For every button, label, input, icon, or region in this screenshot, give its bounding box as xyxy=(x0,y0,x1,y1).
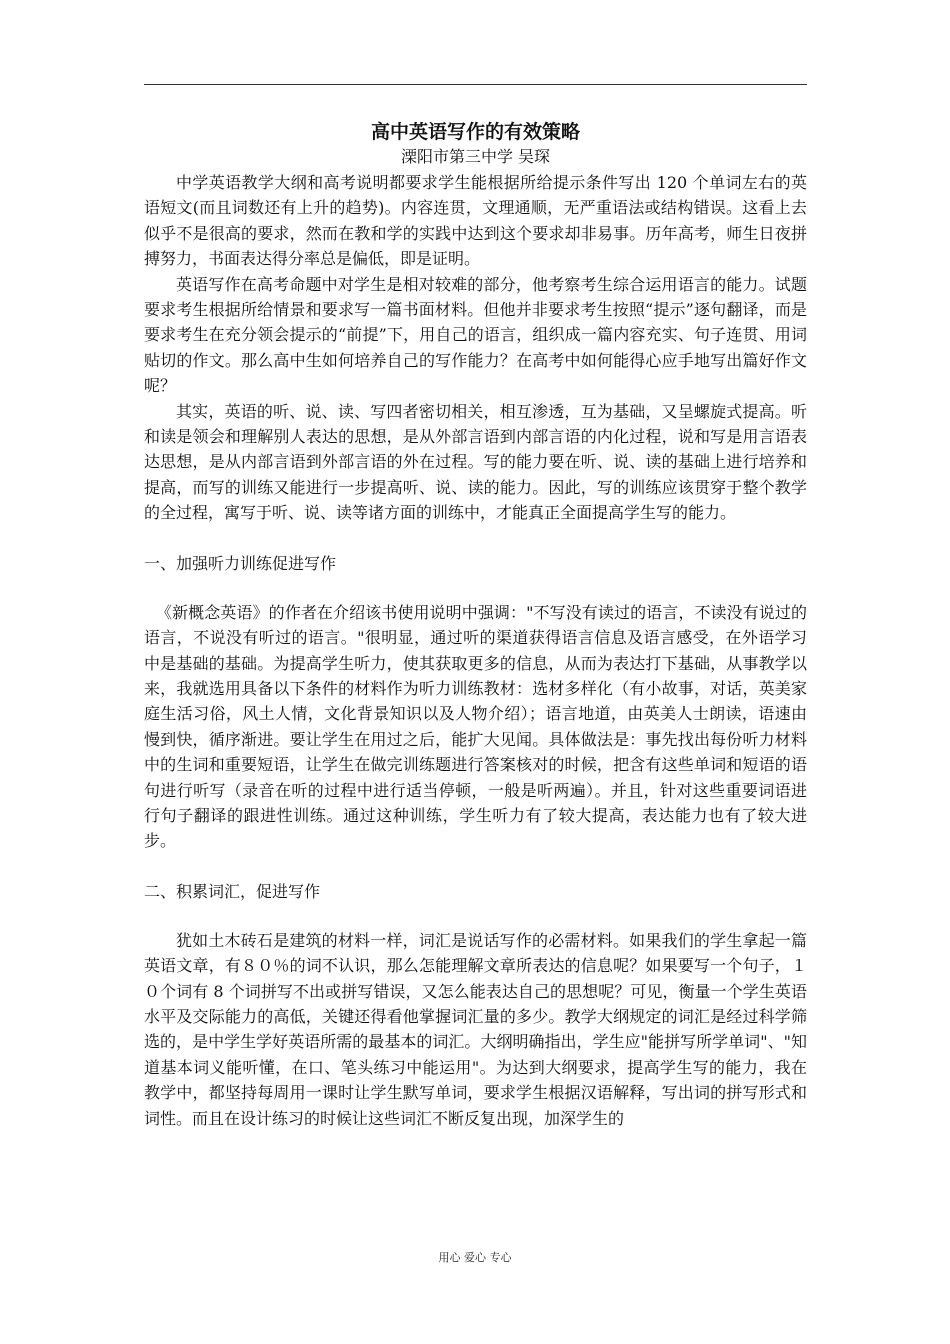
intro-paragraph-2: 英语写作在高考命题中对学生是相对较难的部分，他考察考生综合运用语言的能力。试题要求考生根据所给情景和要求写一篇书面材料。但他并非要求考生按照“提示”逐句翻译，而是要求考生在充分领会提示的“前提”下，用自己的语言，组织成一篇内容充实、句子连贯、用词贴切的作文。那么高中生如何培养自己的写作能力？在高考中如何能得心应手地写出篇好作文呢？ xyxy=(144,274,807,396)
document-title: 高中英语写作的有效策略 xyxy=(370,121,580,143)
section-2-heading: 二、积累词汇，促进写作 xyxy=(144,881,321,901)
spacer xyxy=(144,576,807,600)
section-1-heading: 一、加强听力训练促进写作 xyxy=(144,553,337,573)
spacer xyxy=(144,526,807,551)
section-1-paragraph: 《新概念英语》的作者在介绍该书使用说明中强调："不写没有读过的语言，不读没有说过的语言，不说没有听过的语言。"很明显，通过听的渠道获得语言信息及语言感受，在外语学习中是基础的基础。为提高学生听力，使其获取更多的信息，从而为表达打下基础，从事教学以来，我就选用具备以下条件的材料作为听力训练教材：选材多样化（有小故事，对话，英美家庭生活习俗，风土人情，文化背景知识以及人物介绍）；语言地道，由英美人士朗读，语速由慢到快，循序渐进。要让学生在用过之后，能扩大见闻。具体做法是：事先找出每份听力材料中的生词和重要短语，让学生在做完训练题进行答案核对的时候，把含有这些单词和短语的语句进行听写（录音在听的过程中进行适当停顿，一般是听两遍）。并且，针对这些重要词语进行句子翻译的跟进性训练。通过这种训练，学生听力有了较大提高，表达能力也有了较大进步。 xyxy=(144,602,807,851)
document-body xyxy=(144,118,807,1131)
header-rule xyxy=(144,84,807,85)
intro-paragraph-3: 其实，英语的听、说、读、写四者密切相关，相互渗透，互为基础，又呈螺旋式提高。听和读是领会和理解别人表达的思想，是从外部言语到内部言语的内化过程，说和写是用言语表达思想，是从内部言语到外部言语的外在过程。写的能力要在听、说、读的基础上进行培养和提高，而写的训练又能进行一步提高听、说、读的能力。因此，写的训练应该贯穿于整个教学的全过程，寓写于听、说、读等诸方面的训练中，才能真正全面提高学生写的能力。 xyxy=(144,401,807,523)
section-2-paragraph: 犹如土木砖石是建筑的材料一样，词汇是说话写作的必需材料。如果我们的学生拿起一篇英语文章，有８０％的词不认识，那么怎能理解文章所表达的信息呢？如果要写一个句子，１０个词有 8 个词拼写不出或拼写错误，又怎么能表达自己的思想呢？可见，衡量一个学生英语水平及交际能力的高低，关键还得看他掌握词汇量的多少。教学大纲规定的词汇是经过科学筛选的，是中学生学好英语所需的最基本的词汇。大纲明确指出，学生应"能拼写所学单词"、"知道基本词义能听懂，在口、笔头练习中能运用"。为达到大纲要求，提高学生写的能力，我在教学中，都坚持每周用一课时让学生默写单词，要求学生根据汉语解释，写出词的拼写形式和词性。而且在设计练习的时候让这些词汇不断反复出现，加深学生的 xyxy=(144,930,807,1128)
page-footer: 用心 爱心 专心 xyxy=(438,1251,512,1264)
document-author: 溧阳市第三中学 吴琛 xyxy=(400,147,551,166)
spacer xyxy=(144,904,807,928)
intro-paragraph-1: 中学英语教学大纲和高考说明都要求学生能根据所给提示条件写出 120 个单词左右的英语短文(而且词数还有上升的趋势)。内容连贯，文理通顺，无严重语法或结构错误。这看上去似乎不是很高的要求，然而在教和学的实践中达到这个要求却非易事。历年高考，师生日夜拼搏努力，书面表达得分率总是偏低，即是证明。 xyxy=(144,173,807,269)
spacer xyxy=(144,854,807,879)
